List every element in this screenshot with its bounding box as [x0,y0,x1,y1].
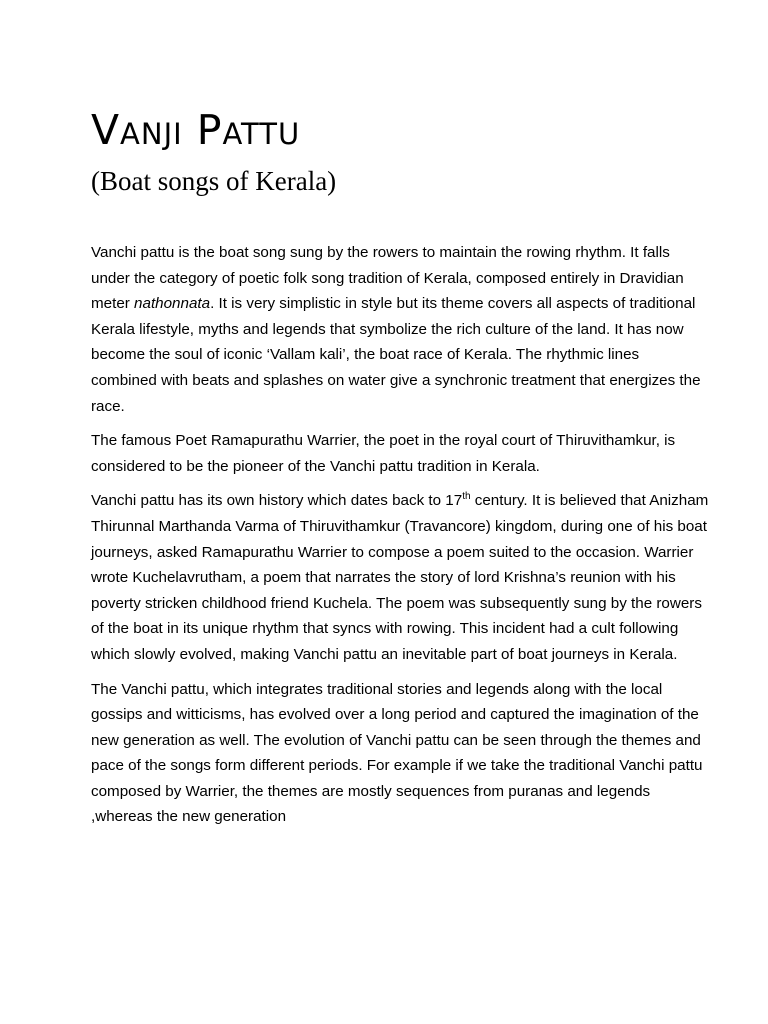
document-page [91,104,709,839]
document-subtitle: (Boat songs of Kerala) [91,166,337,196]
paragraph-4: The Vanchi pattu, which integrates traditional stories and legends along with the local gossips and witticisms, has evolved over a long period and captured the imagination of the new generation as well. The evolution of Vanchi pattu can be seen through the themes and pace of the songs form different periods. For example if we take the traditional Vanchi pattu composed by Warrier, the themes are mostly sequences from puranas and legends ,whereas the new generation [91,680,703,826]
paragraph-1 [91,240,709,419]
document-body [91,240,709,830]
paragraph-3-text: Vanchi pattu has its own history which dates back to 17 [91,492,463,510]
ordinal-suffix: th [462,491,471,503]
paragraph-3-text-cont: century. It is believed that Anizham Thirunnal Marthanda Varma of Thiruvithamkur (Travancore) kingdom, during one of his boat journeys, asked Ramapurathu Warrier to compose a poem suited to the occasion. Warrier wrote Kuchelavrutham, a poem that narrates the story of lord Krishna’s reunion with his poverty stricken childhood friend Kuchela. The poem was subsequently sung by the rowers of the boat in its unique rhythm that syncs with rowing. This incident had a cult following which slowly evolved, making Vanchi pattu an inevitable part of boat journeys in Kerala. [91,492,709,663]
paragraph-3 [91,488,709,667]
paragraph-1-text: Vanchi pattu is the boat song sung by the rowers to maintain the rowing rhythm. It falls under the category of poetic folk song tradition of Kerala, composed entirely in Dravidian meter [91,244,684,313]
meter-name: nathonnata [134,295,211,313]
document-title: Vanji Pattu [91,106,301,154]
paragraph-1-text-cont: . It is very simplistic in style but its theme covers all aspects of traditional Kerala lifestyle, myths and legends that symbolize the rich culture of the land. It has now become the soul of iconic ‘Vallam kali’, the boat race of Kerala. The rhythmic lines combined with beats and splashes on water give a synchronic treatment that energizes the race. [91,295,701,415]
paragraph-2: The famous Poet Ramapurathu Warrier, the poet in the royal court of Thiruvithamkur, is considered to be the pioneer of the Vanchi pattu tradition in Kerala. [91,432,676,475]
